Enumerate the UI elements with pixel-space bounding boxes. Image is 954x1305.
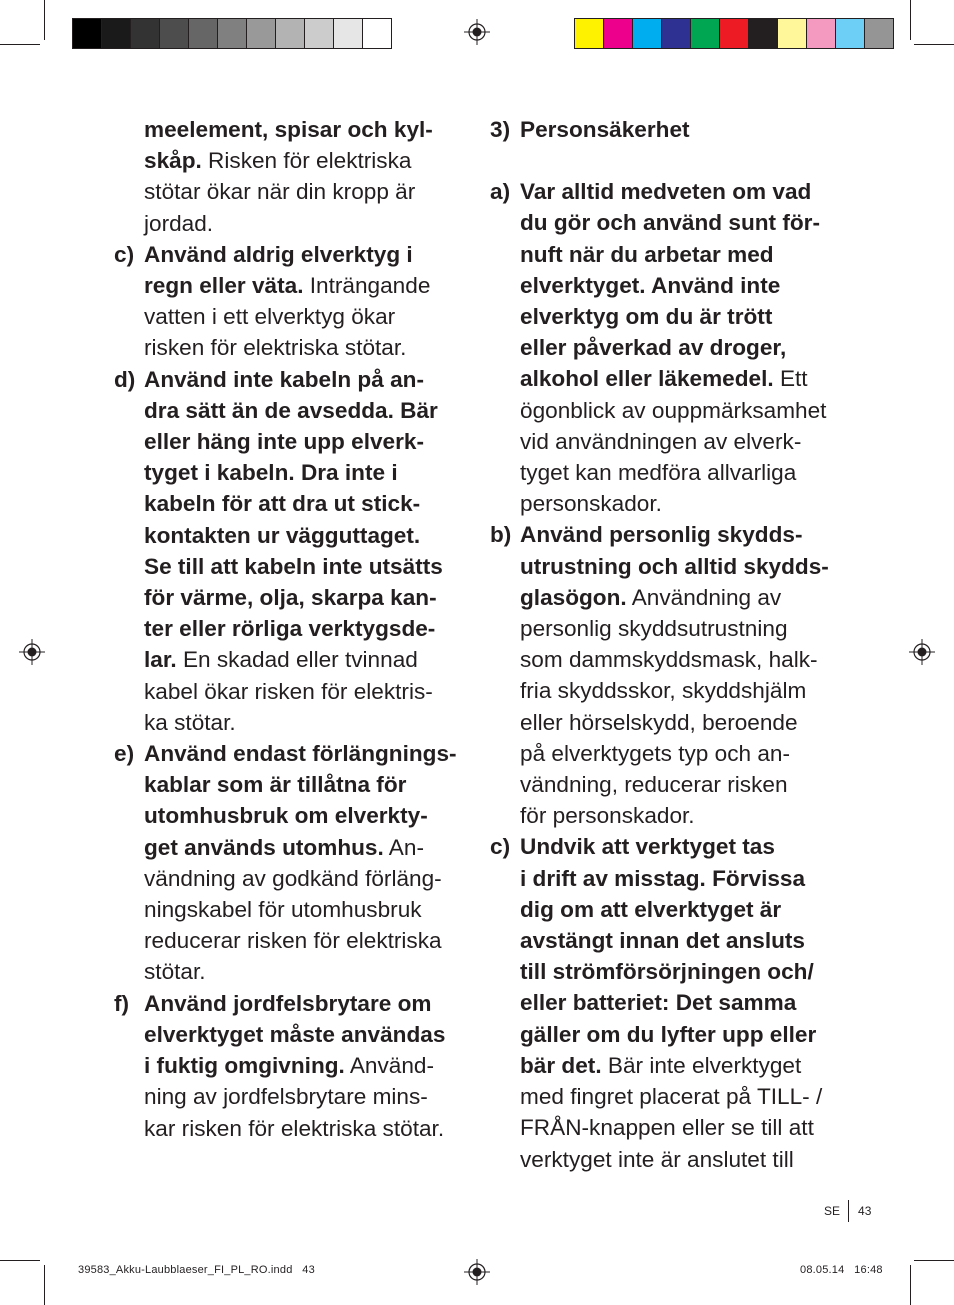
item-bold-text: meelement, spisar och kyl- skåp. (144, 117, 433, 174)
color-swatch (305, 19, 334, 48)
color-swatch (189, 19, 218, 48)
item-text: An- vändning av godkänd förläng- ningskabel för utomhusbruk reducerar risken för elektriska stötar. (144, 834, 442, 985)
crop-mark (0, 1260, 40, 1261)
footer-divider (848, 1200, 849, 1222)
item-text: Risken för elektriska stötar ökar när din kropp är jordad. (144, 148, 416, 236)
color-swatch (73, 19, 102, 48)
color-swatch (604, 19, 633, 48)
item-bold-text: Var alltid medveten om vad du gör och använd sunt för- nuft när du arbetar med elverktyget. Använd inte elverktyg om du är trött eller påverkad av droger, alkohol eller läkemedel. (520, 179, 820, 392)
registration-mark-icon (19, 639, 45, 665)
item-label: f) (114, 990, 130, 1016)
item-bold-text: Undvik att verktyget tas i drift av misstag. Förvissa dig om att elverktyget är avstängt innan det ansluts till strömförsörjningen och/ eller batteriet: Det samma gäller om du lyfter upp eller bär det. (520, 834, 817, 1078)
item-label: c) (114, 241, 135, 267)
item-text: Ett ögonblick av ouppmärksamhet vid användningen av elverk- tyget kan medföra allvarliga personskador. (520, 366, 827, 517)
item-text: Bär inte elverktyget med fingret placerat på TILL- / FRÅN-knappen eller se till att verktyget inte är anslutet till (520, 1052, 823, 1172)
item-text: Inträngande vatten i ett elverktyg ökar risken för elektriska stötar. (144, 273, 431, 361)
color-swatch (102, 19, 131, 48)
item-label: c) (490, 834, 511, 860)
grayscale-color-bar (72, 18, 392, 49)
registration-mark-icon (909, 639, 935, 665)
registration-mark-icon (464, 1259, 490, 1285)
color-swatch (276, 19, 305, 48)
item-label: e) (114, 741, 135, 767)
color-swatch (575, 19, 604, 48)
crop-mark (44, 0, 45, 40)
list-item-f (114, 988, 470, 1144)
item-bold-text: Använd inte kabeln på an- dra sätt än de avsedda. Bär eller häng inte upp elverk- tyget i kabeln. Dra inte i kabeln för att dra ut stick- kontakten ur vägguttaget. Se till att kabeln inte utsätts för värme, olja, skarpa kan- ter eller rörliga verktygsde- lar. (144, 366, 443, 673)
item-label: a) (490, 179, 511, 205)
color-swatch (247, 19, 276, 48)
color-swatch (131, 19, 160, 48)
list-item-d (114, 364, 470, 738)
section-heading (490, 114, 846, 145)
item-bold-text: Använd personlig skydds- utrustning och alltid skydds- glasögon. (520, 522, 829, 610)
crop-mark (914, 44, 954, 45)
heading-number: 3) (490, 117, 511, 142)
crop-mark (0, 44, 40, 45)
item-text: En skadad eller tvinnad kabel ökar risken för elektris- ka stötar. (144, 647, 433, 735)
color-swatch (691, 19, 720, 48)
list-item-e (114, 738, 470, 988)
color-swatch (865, 19, 893, 48)
item-label: d) (114, 366, 136, 392)
item-text: Använd- ning av jordfelsbrytare mins- kar risken för elektriska stötar. (144, 1053, 445, 1141)
spacer (490, 145, 846, 176)
list-item-b (490, 519, 846, 831)
list-item-c (490, 831, 846, 1174)
list-item-a (490, 176, 846, 519)
item-label: b) (490, 522, 512, 548)
item-bold-text: Använd aldrig elverktyg i regn eller väta. (144, 241, 413, 299)
item-bold-text: Använd jordfelsbrytare om elverktyget måste användas i fuktig omgivning. (144, 990, 446, 1079)
color-swatch (160, 19, 189, 48)
color-swatch (334, 19, 363, 48)
process-color-bar (574, 18, 894, 49)
left-column (114, 114, 470, 1144)
crop-mark (910, 1265, 911, 1305)
color-swatch (836, 19, 865, 48)
registration-mark-icon (464, 19, 490, 45)
page-footer (824, 1200, 871, 1222)
slug-date: 08.05.14 16:48 (800, 1264, 883, 1276)
color-swatch (363, 19, 391, 48)
item-bold-text: Använd endast förlängnings- kablar som är tillåtna för utomhusbruk om elverkty- get används utomhus. (144, 741, 457, 860)
color-swatch (749, 19, 778, 48)
slug-filename: 39583_Akku-Laubblaeser_FI_PL_RO.indd 43 (78, 1264, 315, 1276)
color-swatch (662, 19, 691, 48)
color-swatch (218, 19, 247, 48)
color-swatch (720, 19, 749, 48)
crop-mark (914, 1260, 954, 1261)
right-column (490, 114, 846, 1175)
color-swatch (633, 19, 662, 48)
item-text: Användning av personlig skyddsutrustning som dammskyddsmask, halk- fria skyddsskor, skyddshjälm eller hörselskydd, beroende på elverktygets typ och an- vändning, reducerar risken för personskador. (520, 584, 818, 829)
color-swatch (778, 19, 807, 48)
crop-mark (910, 0, 911, 40)
heading-text: Personsäkerhet (520, 117, 690, 142)
crop-mark (44, 1265, 45, 1305)
list-item-c (114, 239, 470, 364)
page-number: 43 (858, 1204, 872, 1218)
language-code: SE (824, 1204, 841, 1218)
color-swatch (807, 19, 836, 48)
continued-item (114, 114, 470, 239)
